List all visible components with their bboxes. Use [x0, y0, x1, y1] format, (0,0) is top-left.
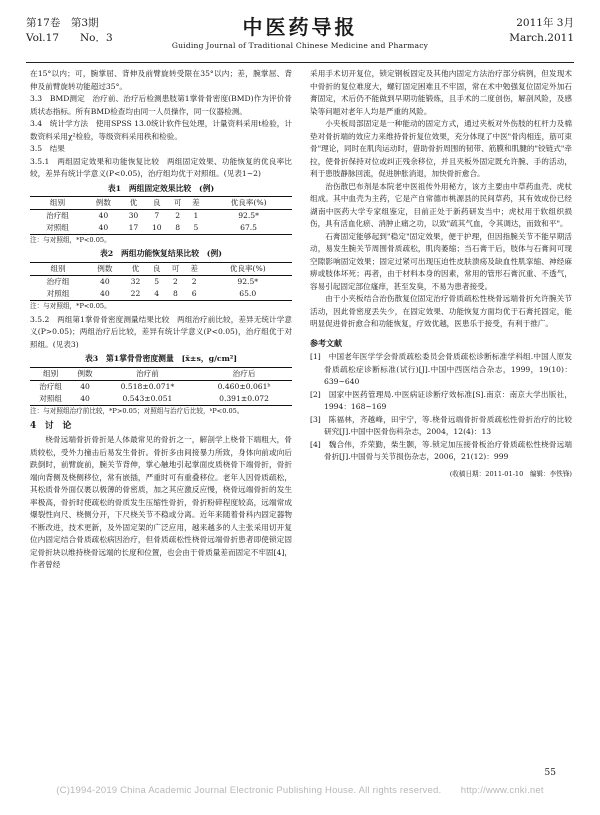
table-caption: 表2 两组功能恢复结果比较 (例): [100, 249, 222, 258]
table-cell: 8: [175, 223, 181, 232]
table-cell: 0.543±0.051: [122, 393, 173, 403]
table-row: [30, 210, 292, 223]
table-header-cell: 差: [192, 198, 200, 207]
table-row: [30, 288, 292, 301]
table-cell: 治疗组: [39, 381, 63, 391]
table-header-cell: 治疗后: [232, 368, 256, 378]
table-cell: 7: [154, 211, 160, 220]
paragraph: 3.5 结果: [30, 144, 65, 153]
table-cell: 40: [80, 381, 90, 391]
table-header-cell: 优良率(%): [230, 198, 267, 207]
table-cell: 0.460±0.061ᵇ: [217, 381, 271, 391]
table-row: [30, 380, 292, 393]
paragraph: 3.5.2 两组第1掌骨骨密度测量结果比较 两组治疗前比较，差异无统计学意义(P>0.05)；两组治疗后比较，差异有统计学意义(P<0.05)，治疗组优于对照组。(见表3): [30, 314, 292, 349]
table-function-recovery: [30, 262, 292, 301]
table-header-cell: 组别: [49, 198, 66, 207]
reference-item: [2] 国家中医药管理局.中医病证诊断疗效标准[S].南京：南京大学出版社，1994：168~169: [310, 389, 572, 411]
table-cell: 92.5*: [238, 211, 259, 220]
paragraph: 治伤散巴布剂是本院老中医祖传外用秘方，该方主要由中草药血壳、虎杖组成。其中血壳为主药，它是产自常德市桃源县的民间草药，其有效成份已经湖南中医药大学专家组鉴定，目前正处于新药研发当中；虎杖用于软组织损伤，具有活血化瘀、消肿止痛之功，以致"疏其气血，令其调达，而致和平"。: [310, 181, 572, 228]
page-header: [26, 14, 574, 62]
table-header-cell: 良: [152, 263, 161, 273]
page-number: 55: [544, 768, 556, 778]
table-cell: 治疗组: [46, 276, 70, 286]
table-header-cell: 治疗前: [136, 368, 159, 378]
reference-item: [1] 中国老年医学学会骨质疏松委员会骨质疏松诊断标准学科组.中国人原发骨质疏松症诊断标准(试行)[J].中国中西医结合杂志，1999，19(10)：639~640: [310, 352, 572, 386]
table-row: [30, 393, 292, 406]
paragraph: 在15°以内；可，腕掌屈、背伸及前臂旋转受限在35°以内；差，腕掌屈、背伸及前臂旋转功能超过35°。: [30, 69, 292, 91]
paragraph: 3.5.1 两组固定效果和功能恢复比较 两组固定效果、功能恢复的优良率比较，差异有统计学意义(P<0.05)，治疗组均优于对照组。(见表1~2): [30, 156, 292, 178]
journal-title-en: Guiding Journal of Traditional Chinese Medicine and Pharmacy: [171, 41, 429, 50]
table-cell: 92.5*: [237, 276, 259, 286]
table-header-cell: 优良率(%): [229, 263, 266, 273]
date-en: March.2011: [509, 32, 574, 44]
table-cell: 40: [98, 223, 109, 232]
volume-cn: 第17卷 第3期: [26, 17, 99, 29]
table-cell: 10: [151, 223, 162, 232]
table-cell: 40: [99, 276, 110, 286]
header-rule: [26, 62, 574, 63]
table-header-cell: 组别: [50, 263, 66, 273]
table-cell: 对照组: [46, 288, 70, 298]
paragraph: 小夹板局部固定是一种能动的固定方式，通过夹板对外伤肢的杠杆力及棉垫对骨折端的效应力来维持骨折复位效果，充分体现了中医"骨肉相连，筋可束骨"理论，同时在肌肉运动时，借助骨折周围的韧带、筋膜和肌腱的"铰链式"牵拉，使骨折保持对位或纠正残余移位，并且夹板外固定既允许腕、手的活动，利于患肢静脉回流，促进肿胀消退，加快骨折愈合。: [310, 119, 572, 178]
table-header-cell: 差: [190, 263, 198, 273]
section-heading: 4 讨 论: [30, 420, 72, 431]
paragraph: 采用手术切开复位，锁定钢板固定及其他内固定方法治疗部分病例，但发现术中骨折的复位难度大，螺钉固定困难且不牢固，常在术中勉强复位固定外加石膏固定，术后仍不能做到早期功能锻炼，且手术的二度创伤，解剖风险，及感染等问题对老年人均是严重的风险。: [310, 69, 572, 116]
paragraph: 3.3 BMD测定 治疗前、治疗后检测患肢第1掌骨骨密度(BMD)作为评价骨质状态指标。所有BMD检查均由同一人员操作，同一仪器检测。: [30, 94, 292, 116]
table-cell: 治疗组: [46, 211, 69, 220]
table-cell: 17: [128, 223, 139, 232]
reference-item: [4] 魏合伟，乔荣勤，柴生颢，等.锁定加压接骨板治疗骨质疏松性桡骨远端骨折[J].中国骨与关节损伤杂志，2006，21(12)：999: [310, 439, 572, 461]
table-row: [30, 222, 292, 235]
paragraph: 桡骨远端骨折骨折是人体最常见的骨折之一，解剖学上桡骨下端粗大，骨质较松，受外力撞击后易发生骨折。骨折多由间接暴力所致，身体向前或向后跌倒时，前臂旋前，腕关节背伸，掌心触地引起掌面皮质桡骨下端骨折，骨折端向背侧及桡侧移位，常有嵌插，严重时可有重叠移位。老年人因骨质疏松，其松质骨外面仅裹以极薄的骨密质，加之其应激反应慢，桡骨远端骨折的发生率极高，骨折时使疏松的骨质发生压缩性骨折，骨折粉碎程度较高，远端常成爆裂性向尺、桡侧分开，下尺桡关节不稳或分离。近年来随着骨科内固定器物不断改进，技术更新，及外固定架的广泛应用，越来越多的人主张采用切开复位内固定结合骨质疏松病因治疗，但骨质疏松性桡骨远端骨折患者即使锁定固定骨折块以维持桡骨远端的长度和位置，也会由于骨质量差而固定不牢固[4]，作者曾经: [30, 435, 292, 569]
table-cell: 67.5: [240, 223, 258, 232]
table-header-cell: 例数: [77, 368, 93, 378]
table-caption: 表1 两组固定效果比较 (例): [107, 183, 215, 193]
table-cell: 对照组: [39, 393, 63, 403]
left-column: [30, 68, 292, 572]
right-column: [310, 68, 572, 480]
table-note: 注：与对照组治疗前比较，*P>0.05；对照组与治疗后比较，ᵇP<0.05。: [30, 406, 244, 415]
references-heading: 参考文献: [310, 337, 342, 348]
table-row: [30, 275, 292, 288]
table-cell: 5: [193, 223, 199, 232]
table-cell: 65.0: [239, 288, 257, 298]
paragraph: 3.4 统计学方法 使用SPSS 13.0统计软件包处理，计量资料采用t检验，计数资料采用χ²检验，等级资料采用秩和检验。: [30, 119, 292, 141]
reference-item: [3] 陈福林，齐越峰，田宇宁，等.桡骨远端骨折骨质疏松性骨折治疗的比较研究[J].中国中医骨伤科杂志，2004，12(4)：13: [310, 414, 572, 436]
journal-title-block: [26, 14, 574, 52]
date-cn: 2011年 3月: [516, 17, 574, 29]
table-cell: 8: [172, 288, 178, 298]
table-note: 注：与对照组，*P<0.05。: [30, 301, 111, 310]
table-cell: 40: [99, 288, 110, 298]
journal-title-cn: 中医药导报: [242, 15, 358, 39]
table-cell: 6: [191, 288, 197, 298]
table-header-cell: 可: [171, 263, 180, 273]
table-caption: 表3 第1掌骨骨密度测量 [x̄±s，g/cm²]: [84, 354, 238, 363]
table-header-cell: 优: [131, 263, 140, 273]
paragraph: 石膏固定能够起到"稳定"固定效果，便于护理，但因指腕关节不能早期活动，易发生腕关节周围骨质疏松，肌肉萎缩；当石膏干后，肢体与石膏间可现空隙影响固定效果；固定过紧可出现压迫性皮肤溃疡及缺血性肌挛缩、神经麻痹或肢体坏死；再者，由于材料本身的因素，常用的管形石膏沉重、不透气，容易引起固定部位瘙痒，甚至发臭，不易为患者接受。: [310, 231, 572, 291]
copyright-footer: (C)1994-2019 China Academic Journal Electronic Publishing House. All rights reserved. http://www.cnki.net: [56, 785, 544, 796]
table-cell: 30: [128, 211, 139, 220]
table-cell: 4: [154, 288, 160, 298]
table-cell: 32: [130, 276, 141, 286]
table-header-cell: 组别: [43, 368, 59, 378]
table-fixation-effect: [30, 196, 292, 235]
table-cell: 对照组: [46, 223, 69, 232]
table-bone-density: [30, 367, 292, 406]
table-cell: 2: [191, 276, 197, 286]
table-note: 注：与对照组，*P<0.05。: [30, 236, 111, 244]
table-header-cell: 例数: [95, 198, 111, 207]
table-cell: 5: [154, 276, 160, 286]
volume-en: Vol.17 No．3: [26, 32, 113, 44]
table-header-cell: 优: [129, 198, 138, 207]
table-cell: 40: [98, 211, 109, 220]
table-cell: 22: [130, 288, 141, 298]
table-header-cell: 例数: [97, 263, 113, 273]
table-header-cell: 良: [152, 198, 161, 207]
table-cell: 0.391±0.072: [219, 393, 269, 403]
paragraph: 由于小夹板结合治伤散复位固定治疗骨质疏松性桡骨远端骨折允许腕关节活动，因此骨密度丢失少，在固定效果、功能恢复方面均优于石膏托固定，能明显促进骨折愈合和功能恢复，疗效优越，医患乐于接受，有利于推广。: [310, 294, 572, 328]
table-cell: 2: [175, 211, 181, 220]
table-header-cell: 可: [173, 198, 182, 207]
table-cell: 0.518±0.071*: [120, 381, 175, 391]
table-cell: 40: [80, 393, 90, 403]
issue-date: [509, 16, 574, 46]
table-cell: 1: [193, 211, 199, 220]
table-cell: 2: [172, 276, 178, 286]
received-date: (收稿日期：2011-01-10 编辑：李铁锋): [449, 469, 572, 478]
